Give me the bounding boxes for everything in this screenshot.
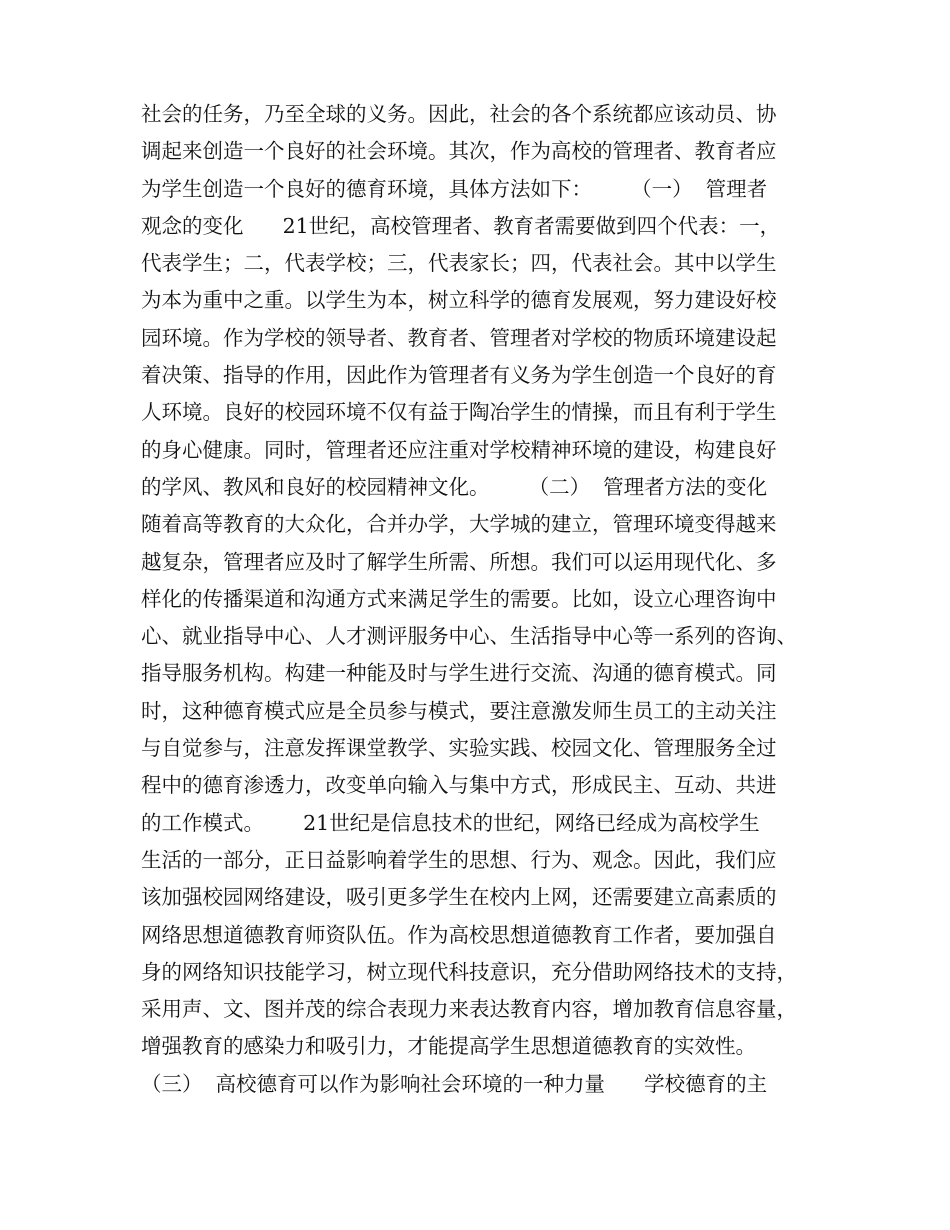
text-line: 增强教育的感染力和吸引力，才能提高学生思想道德教育的实效性。 bbox=[141, 1034, 756, 1059]
text-line: 社会的任务，乃至全球的义务。因此，社会的各个系统都应该动员、协 bbox=[141, 102, 777, 126]
text-line: 着决策、指导的作用，因此作为管理者有义务为学生创造一个良好的育 bbox=[141, 363, 777, 388]
text-line: 越复杂，管理者应及时了解学生所需、所想。我们可以运用现代化、多 bbox=[141, 549, 777, 574]
text-line: 心、就业指导中心、人才测评服务中心、生活指导中心等一系列的咨询、 bbox=[141, 624, 797, 649]
text-line: 程中的德育渗透力，改变单向输入与集中方式，形成民主、互动、共进 bbox=[141, 773, 777, 798]
text-line: 为学生创造一个良好的德育环境，具体方法如下： （一） 管理者 bbox=[141, 176, 768, 201]
text-line: 的学风、教风和良好的校园精神文化。 （二） 管理者方法的变化 bbox=[141, 474, 768, 499]
text-line: 的工作模式。 21世纪是信息技术的世纪，网络已经成为高校学生 bbox=[141, 810, 760, 835]
text-line: 时，这种德育模式应是全员参与模式，要注意激发师生员工的主动关注 bbox=[141, 698, 777, 723]
text-line: 代表学生；二，代表学校；三，代表家长；四，代表社会。其中以学生 bbox=[141, 251, 777, 276]
text-line: （三） 高校德育可以作为影响社会环境的一种力量 学校德育的主 bbox=[141, 1071, 768, 1096]
text-line: 与自觉参与，注意发挥课堂教学、实验实践、校园文化、管理服务全过 bbox=[141, 736, 777, 761]
text-line: 随着高等教育的大众化，合并办学，大学城的建立，管理环境变得越来 bbox=[141, 512, 777, 537]
text-line: 样化的传播渠道和沟通方式来满足学生的需要。比如，设立心理咨询中 bbox=[141, 586, 777, 611]
text-line: 园环境。作为学校的领导者、教育者、管理者对学校的物质环境建设起 bbox=[141, 325, 777, 350]
text-line: 身的网络知识技能学习，树立现代科技意识，充分借助网络技术的支持， bbox=[141, 959, 797, 984]
text-line: 采用声、文、图并茂的综合表现力来表达教育内容，增加教育信息容量， bbox=[141, 997, 797, 1022]
text-line: 人环境。良好的校园环境不仅有益于陶冶学生的情操，而且有利于学生 bbox=[141, 400, 777, 425]
text-line: 为本为重中之重。以学生为本，树立科学的德育发展观，努力建设好校 bbox=[141, 288, 777, 313]
text-line: 网络思想道德教育师资队伍。作为高校思想道德教育工作者，要加强自 bbox=[141, 922, 777, 947]
text-line: 的身心健康。同时，管理者还应注重对学校精神环境的建设，构建良好 bbox=[141, 437, 777, 462]
text-line: 调起来创造一个良好的社会环境。其次，作为高校的管理者、教育者应 bbox=[141, 139, 777, 164]
text-line: 指导服务机构。构建一种能及时与学生进行交流、沟通的德育模式。同 bbox=[141, 661, 777, 686]
text-line: 观念的变化 21世纪，高校管理者、教育者需要做到四个代表：一， bbox=[141, 213, 781, 238]
body-text bbox=[141, 96, 821, 1103]
text-line: 生活的一部分，正日益影响着学生的思想、行为、观念。因此，我们应 bbox=[141, 847, 777, 872]
text-line: 该加强校园网络建设，吸引更多学生在校内上网，还需要建立高素质的 bbox=[141, 885, 777, 910]
